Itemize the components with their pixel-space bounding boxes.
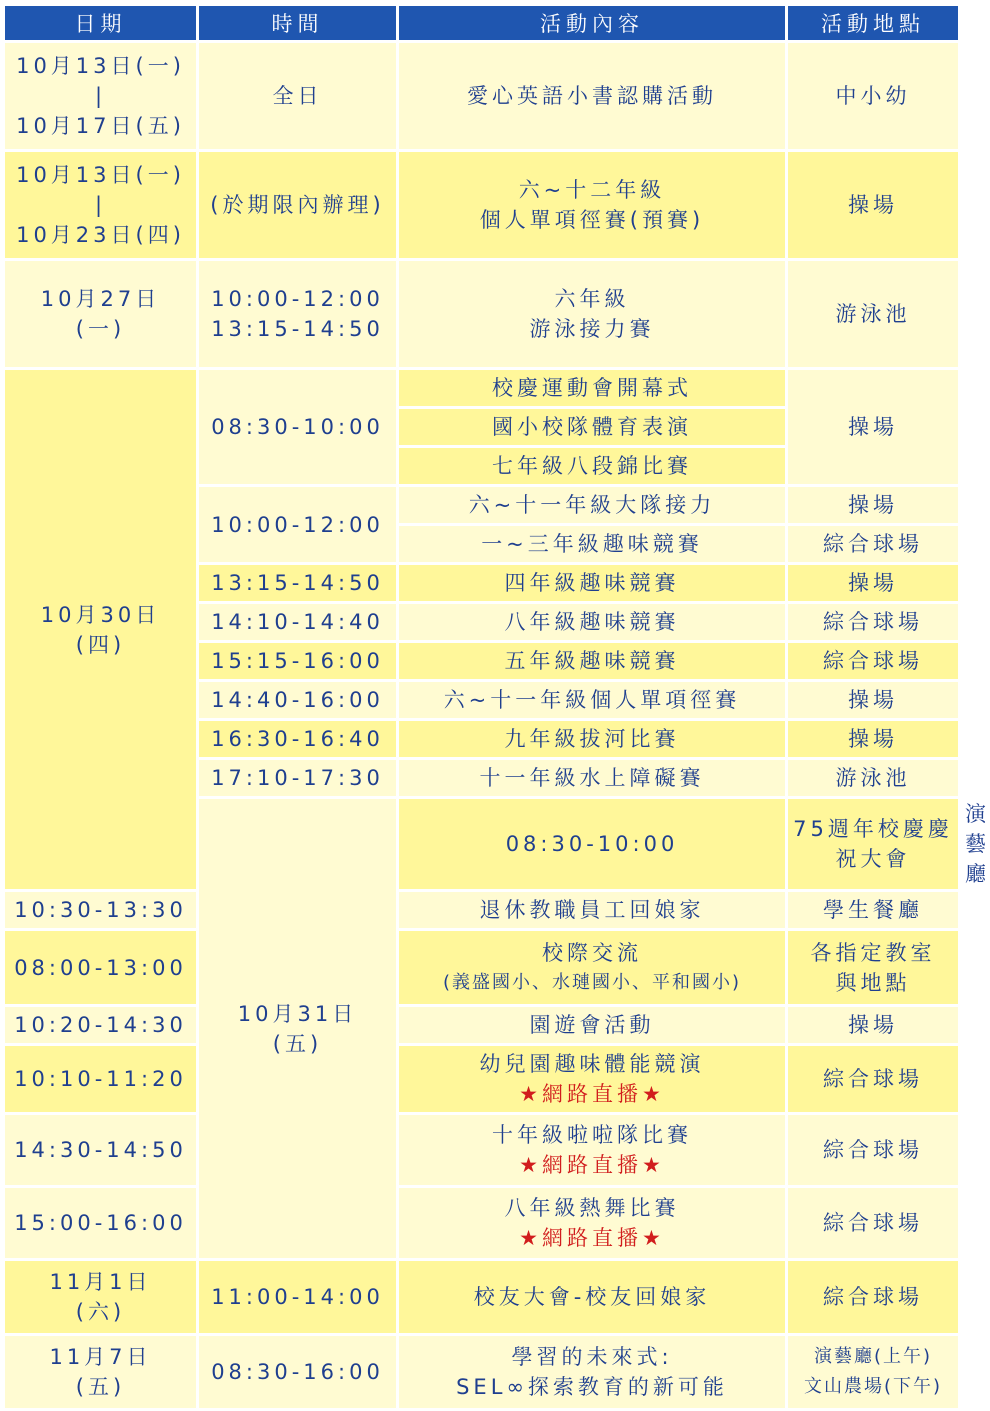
activity-text: 幼兒園趣味體能競演 (479, 1052, 705, 1076)
date-text: 10月27日 (40, 287, 161, 311)
activity-cell: 75週年校慶慶祝大會 (788, 799, 958, 889)
activity-cell: 五年級趣味競賽 (399, 643, 785, 679)
date-text: 10月13日(一) (16, 163, 185, 187)
time-cell: 13:15-14:50 (199, 565, 396, 601)
schedule-table (2, 3, 990, 1411)
activity-cell: 校慶運動會開幕式 (399, 370, 785, 406)
time-cell: 11:00-14:00 (199, 1261, 396, 1333)
activity-cell (399, 1115, 785, 1185)
time-text: 10:00-12:00 (211, 287, 384, 311)
table-row (5, 152, 961, 258)
table-row (5, 1115, 961, 1185)
location-cell: 中小幼 (788, 43, 958, 149)
activity-text: 六~十二年級 (518, 178, 666, 202)
location-cell (788, 931, 958, 1004)
time-cell: 16:30-16:40 (199, 721, 396, 757)
location-cell: 操場 (788, 370, 958, 484)
location-cell: 綜合球場 (788, 643, 958, 679)
date-separator: | (94, 193, 107, 217)
table-row (5, 1261, 961, 1333)
activity-cell (399, 931, 785, 1004)
activity-text: 學習的未來式: (511, 1345, 673, 1369)
live-stream-badge: ★網路直播★ (519, 1153, 665, 1177)
activity-cell: 園遊會活動 (399, 1007, 785, 1043)
live-stream-badge: ★網路直播★ (519, 1082, 665, 1106)
date-weekday: (五) (272, 1031, 323, 1056)
activity-text: 校際交流 (542, 940, 642, 965)
location-text: 與地點 (835, 970, 911, 995)
time-cell: 10:10-11:20 (5, 1046, 196, 1112)
location-text: 演藝廳(上午) (813, 1346, 933, 1367)
activity-cell: 八年級趣味競賽 (399, 604, 785, 640)
activity-cell (399, 1046, 785, 1112)
table-row (5, 1007, 961, 1043)
activity-text: 八年級熱舞比賽 (504, 1196, 680, 1220)
time-cell: 08:30-16:00 (199, 1336, 396, 1408)
activity-cell: 六~十一年級個人單項徑賽 (399, 682, 785, 718)
activity-text: 個人單項徑賽(預賽) (479, 208, 705, 232)
date-text: 11月7日 (49, 1345, 152, 1369)
header-activity: 活動內容 (399, 6, 785, 40)
time-cell: 15:15-16:00 (199, 643, 396, 679)
activity-cell: 四年級趣味競賽 (399, 565, 785, 601)
time-cell: 08:00-13:00 (5, 931, 196, 1004)
date-text: 10月30日 (40, 602, 161, 627)
location-cell: 操場 (788, 565, 958, 601)
header-row (5, 6, 961, 40)
table-row (5, 892, 961, 928)
time-cell: 全日 (199, 43, 396, 149)
date-cell (199, 799, 396, 1258)
table-row (5, 931, 961, 1004)
time-cell: 10:20-14:30 (5, 1007, 196, 1043)
activity-cell (399, 1336, 785, 1408)
date-text: 10月13日(一) (16, 54, 185, 78)
date-cell (5, 1336, 196, 1408)
activity-cell (399, 1188, 785, 1258)
activity-cell: 六~十一年級大隊接力 (399, 487, 785, 523)
header-location: 活動地點 (788, 6, 958, 40)
activity-text: SEL∞探索教育的新可能 (456, 1375, 728, 1399)
time-cell: 14:40-16:00 (199, 682, 396, 718)
date-text: 10月17日(五) (16, 114, 185, 138)
activity-cell: 校友大會-校友回娘家 (399, 1261, 785, 1333)
time-cell: 10:00-12:00 (199, 487, 396, 562)
location-cell: 綜合球場 (788, 1115, 958, 1185)
activity-cell: 退休教職員工回娘家 (399, 892, 785, 928)
location-cell: 綜合球場 (788, 1261, 958, 1333)
time-cell: 17:10-17:30 (199, 760, 396, 796)
date-weekday: (五) (75, 1375, 126, 1399)
table-row (5, 261, 961, 367)
location-cell: 綜合球場 (788, 604, 958, 640)
time-cell: 08:30-10:00 (399, 799, 785, 889)
location-cell (788, 1336, 958, 1408)
location-cell: 操場 (788, 682, 958, 718)
activity-cell: 十一年級水上障礙賽 (399, 760, 785, 796)
date-cell (5, 43, 196, 149)
table-row (5, 43, 961, 149)
date-weekday: (一) (75, 317, 126, 341)
activity-cell: 一~三年級趣味競賽 (399, 526, 785, 562)
header-time: 時間 (199, 6, 396, 40)
location-cell: 學生餐廳 (788, 892, 958, 928)
time-cell: 10:30-13:30 (5, 892, 196, 928)
time-text: 13:15-14:50 (211, 317, 384, 341)
location-text: 各指定教室 (810, 940, 936, 965)
location-text: 文山農場(下午) (803, 1376, 943, 1397)
activity-cell: 愛心英語小書認購活動 (399, 43, 785, 149)
time-cell: 08:30-10:00 (199, 370, 396, 484)
activity-cell: 七年級八段錦比賽 (399, 448, 785, 484)
activity-cell: 九年級拔河比賽 (399, 721, 785, 757)
location-cell: 操場 (788, 487, 958, 523)
table-row (5, 1188, 961, 1258)
date-cell (5, 261, 196, 367)
activity-cell (399, 152, 785, 258)
table-row (5, 1046, 961, 1112)
date-weekday: (四) (75, 632, 126, 657)
date-cell (5, 1261, 196, 1333)
date-weekday: (六) (75, 1300, 126, 1324)
table-row: 10月31日 (五) 08:30-10:00 75週年校慶慶祝大會 演藝廳 (5, 799, 961, 889)
live-stream-badge: ★網路直播★ (519, 1226, 665, 1250)
location-cell: 綜合球場 (788, 1188, 958, 1258)
time-cell: (於期限內辦理) (199, 152, 396, 258)
table-row (5, 1336, 961, 1408)
location-cell: 游泳池 (788, 261, 958, 367)
location-cell: 綜合球場 (788, 526, 958, 562)
date-cell (5, 370, 196, 889)
activity-text: 六年級 (554, 287, 630, 311)
location-cell: 綜合球場 (788, 1046, 958, 1112)
activity-cell (399, 261, 785, 367)
activity-text: 十年級啦啦隊比賽 (492, 1123, 692, 1147)
time-cell: 15:00-16:00 (5, 1188, 196, 1258)
location-cell: 游泳池 (788, 760, 958, 796)
location-cell: 操場 (788, 1007, 958, 1043)
date-separator: | (94, 84, 107, 108)
time-cell: 14:10-14:40 (199, 604, 396, 640)
activity-text: 游泳接力賽 (529, 317, 655, 341)
time-cell: 14:30-14:50 (5, 1115, 196, 1185)
date-text: 10月23日(四) (16, 223, 185, 247)
activity-subtext: (義盛國小、水璉國小、平和國小) (442, 971, 742, 993)
date-text: 11月1日 (49, 1270, 152, 1294)
location-cell: 操場 (788, 721, 958, 757)
table-row (5, 370, 961, 406)
header-date: 日期 (5, 6, 196, 40)
date-text: 10月31日 (237, 1001, 358, 1026)
activity-cell: 國小校隊體育表演 (399, 409, 785, 445)
date-cell (5, 152, 196, 258)
time-cell (199, 261, 396, 367)
location-cell: 操場 (788, 152, 958, 258)
